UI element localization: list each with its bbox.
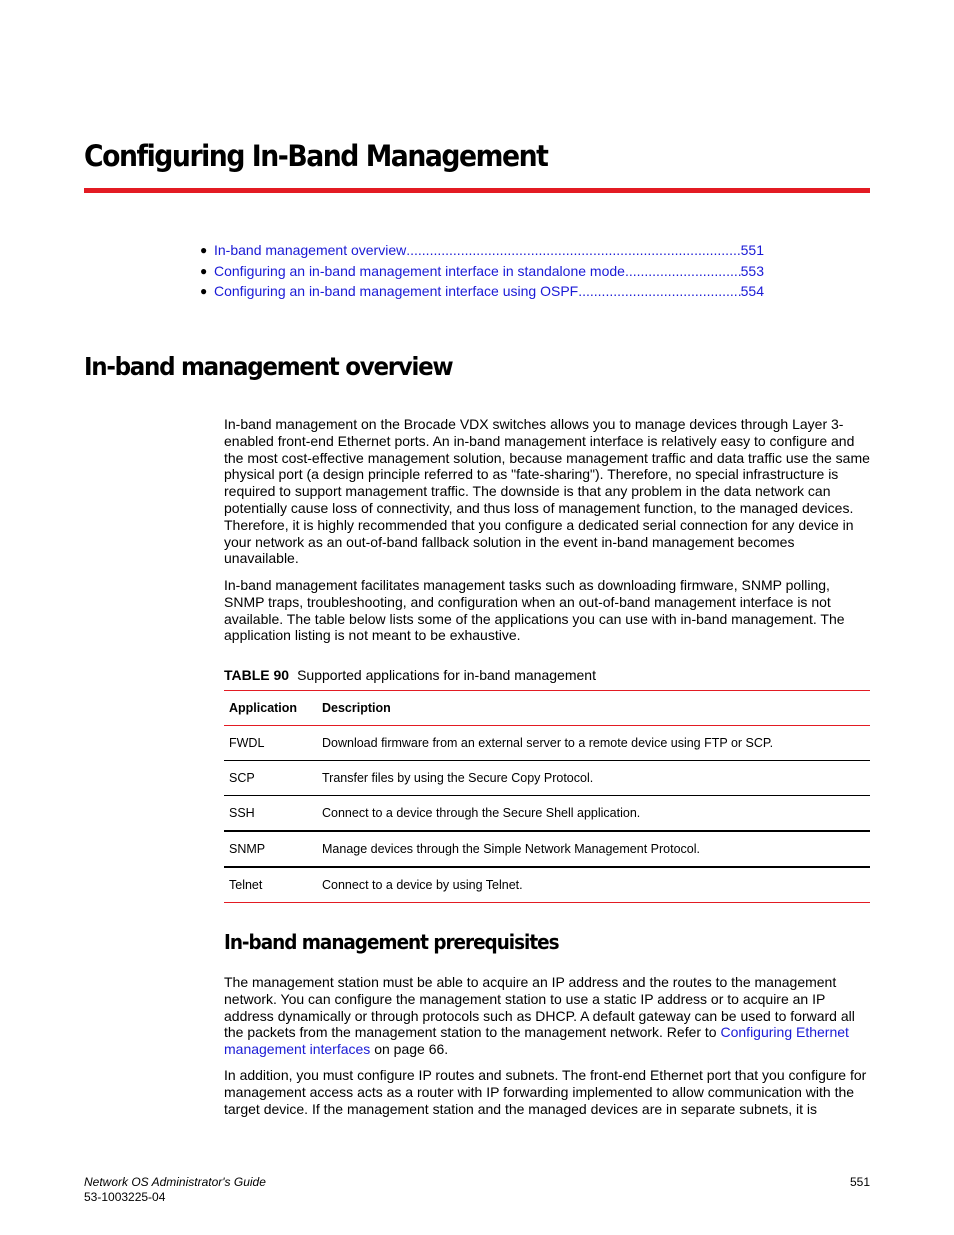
application-cell: SCP	[224, 761, 317, 796]
toc-item[interactable]	[200, 261, 764, 282]
description-cell: Download firmware from an external server to a remote device using FTP or SCP.	[317, 726, 870, 761]
cross-reference-link[interactable]: Configuring Ethernet management interfaces	[224, 1024, 849, 1058]
table-label: TABLE 90	[224, 667, 290, 683]
toc-item[interactable]	[200, 240, 764, 261]
table-row	[224, 831, 870, 867]
toc-leader	[578, 281, 740, 302]
bullet-icon: ●	[200, 284, 208, 298]
applications-paragraph: In-band management facilitates management tasks such as downloading firmware, SNMP polling, SNMP traps, troubleshooting, and configuration when an out-of-band management interface is not available. The table below lists some of the applications you can use with in-band management. The application listing is not meant to be exhaustive.	[224, 577, 845, 644]
table-caption-text: Supported applications for in-band management	[297, 667, 596, 683]
table-row	[224, 867, 870, 903]
application-cell: SSH	[224, 796, 317, 832]
toc-leader	[625, 261, 741, 282]
table-header-row	[224, 691, 870, 726]
toc-item-label[interactable]: In-band management overview	[214, 242, 407, 258]
subsection-heading: In-band management prerequisites	[224, 930, 559, 954]
description-cell: Connect to a device by using Telnet.	[317, 867, 870, 903]
table-row	[224, 726, 870, 761]
routes-paragraph: In addition, you must configure IP routes and subnets. The front-end Ethernet port that you configure for management access acts as a router with IP forwarding implemented to allow communication with the target device. If the management station and the managed devices are in separate subnets, it is	[224, 1067, 867, 1117]
toc-item-page[interactable]: 551	[740, 242, 764, 258]
title-rule	[84, 188, 870, 193]
description-cell: Connect to a device through the Secure Shell application.	[317, 796, 870, 832]
paragraph-text: on page 66.	[370, 1041, 449, 1058]
column-header-application: Application	[224, 691, 317, 726]
toc-item-page[interactable]: 553	[740, 262, 764, 279]
description-cell: Transfer files by using the Secure Copy Protocol.	[317, 761, 870, 796]
intro-paragraph: In-band management on the Brocade VDX switches allows you to manage devices through Layer 3-enabled front-end Ethernet ports. An in-band management interface is relatively easy to configure and the most cost-effective management solution, because management traffic and data traffic use the same physical port (a design principle referred to as "fate-sharing"). Therefore, no special infrastructure is required to support management traffic. The downside is that any problem in the data network can potentially cause loss of connectivity, and thus loss of management function, to the managed devices. Therefore, it is highly recommended that you configure a dedicated serial connection for any device in your network as an out-of-band fallback solution in the event in-band management becomes unavailable.	[224, 416, 870, 567]
paragraph-text: The management station must be able to acquire an IP address and the routes to the management network. You can configure the management station to use a static IP address or to acquire an IP address dynamically or through protocols such as DHCP. A default gateway can be used to forward all the packets from the management station to the management network. Refer to	[224, 974, 855, 1041]
application-cell: Telnet	[224, 867, 317, 903]
doc-number: 53-1003225-04	[84, 1190, 166, 1204]
toc-item[interactable]	[200, 281, 764, 302]
bullet-icon: ●	[200, 263, 208, 278]
section-heading: In-band management overview	[84, 352, 453, 381]
toc-item-label[interactable]: Configuring an in-band management interface using OSPF	[214, 283, 579, 299]
application-cell: FWDL	[224, 726, 317, 761]
guide-title: Network OS Administrator's Guide	[84, 1175, 266, 1189]
table-caption	[224, 667, 596, 683]
footer-left	[84, 1175, 266, 1205]
bullet-icon: ●	[200, 243, 208, 257]
toc-item-page[interactable]: 554	[740, 283, 764, 299]
prerequisites-paragraph	[224, 974, 870, 1058]
table-row	[224, 761, 870, 796]
mini-toc	[200, 240, 764, 302]
chapter-title: Configuring In-Band Management	[84, 139, 548, 173]
column-header-description: Description	[317, 691, 870, 726]
page-number: 551	[849, 1175, 870, 1189]
applications-table	[224, 690, 870, 903]
toc-item-label[interactable]: Configuring an in-band management interface in standalone mode	[214, 262, 625, 279]
toc-leader	[406, 240, 740, 261]
description-cell: Manage devices through the Simple Network Management Protocol.	[317, 831, 870, 867]
table-row	[224, 796, 870, 832]
application-cell: SNMP	[224, 831, 317, 867]
